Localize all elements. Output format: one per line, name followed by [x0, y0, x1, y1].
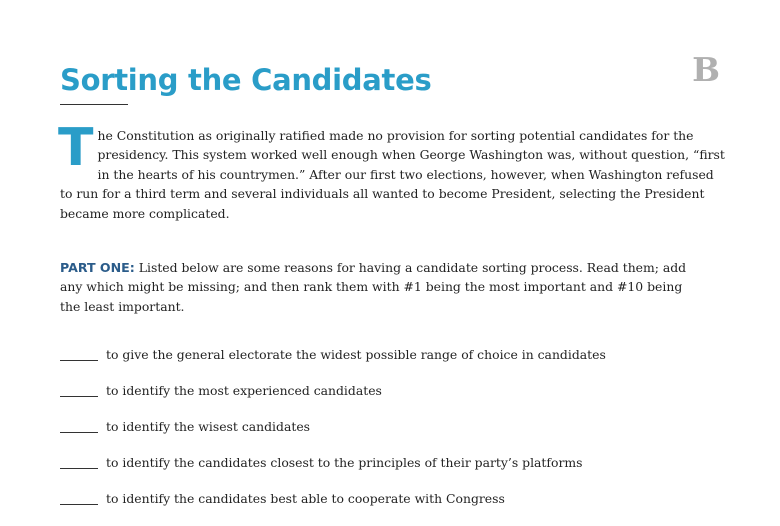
rank-blank[interactable]: [60, 382, 98, 397]
rank-blank[interactable]: [60, 454, 98, 469]
intro-text: he Constitution as originally ratified made no provision for sorting potential candidates for the presidency. This system worked well enough when George Washington was, without question, “first in the hearts of his countrymen.” After our first two elections, however, when Washington refused to run for a third term and several individuals all wanted to become President, selecting the President became more complicated.: [60, 128, 725, 221]
reason-item: [60, 382, 606, 418]
reason-text: to give the general electorate the widest possible range of choice in candidates: [106, 347, 606, 362]
intro-paragraph: [58, 118, 728, 223]
reason-list: [60, 346, 606, 526]
page-title: Sorting the Candidates: [60, 63, 432, 98]
part-one-instructions: [60, 258, 700, 316]
reason-text: to identify the candidates closest to the principles of their party’s platforms: [106, 455, 583, 470]
reason-text: to identify the wisest candidates: [106, 419, 311, 434]
rank-blank[interactable]: [60, 490, 98, 505]
rank-blank[interactable]: [60, 346, 98, 361]
part-one-text: Listed below are some reasons for having a candidate sorting process. Read them; add any which might be missing; and then rank them with #1 being the most important and #10 being the least important.: [60, 260, 687, 314]
reason-text: to identify the candidates best able to cooperate with Congress: [106, 491, 505, 506]
part-one-label: PART ONE:: [60, 260, 135, 275]
reason-item: [60, 454, 606, 490]
section-letter: B: [692, 50, 720, 89]
reason-item: [60, 418, 606, 454]
reason-item: [60, 346, 606, 382]
reason-item: [60, 490, 606, 526]
reason-text: to identify the most experienced candidates: [106, 383, 382, 398]
drop-cap: T: [58, 118, 94, 178]
title-divider: [60, 104, 128, 105]
rank-blank[interactable]: [60, 418, 98, 433]
